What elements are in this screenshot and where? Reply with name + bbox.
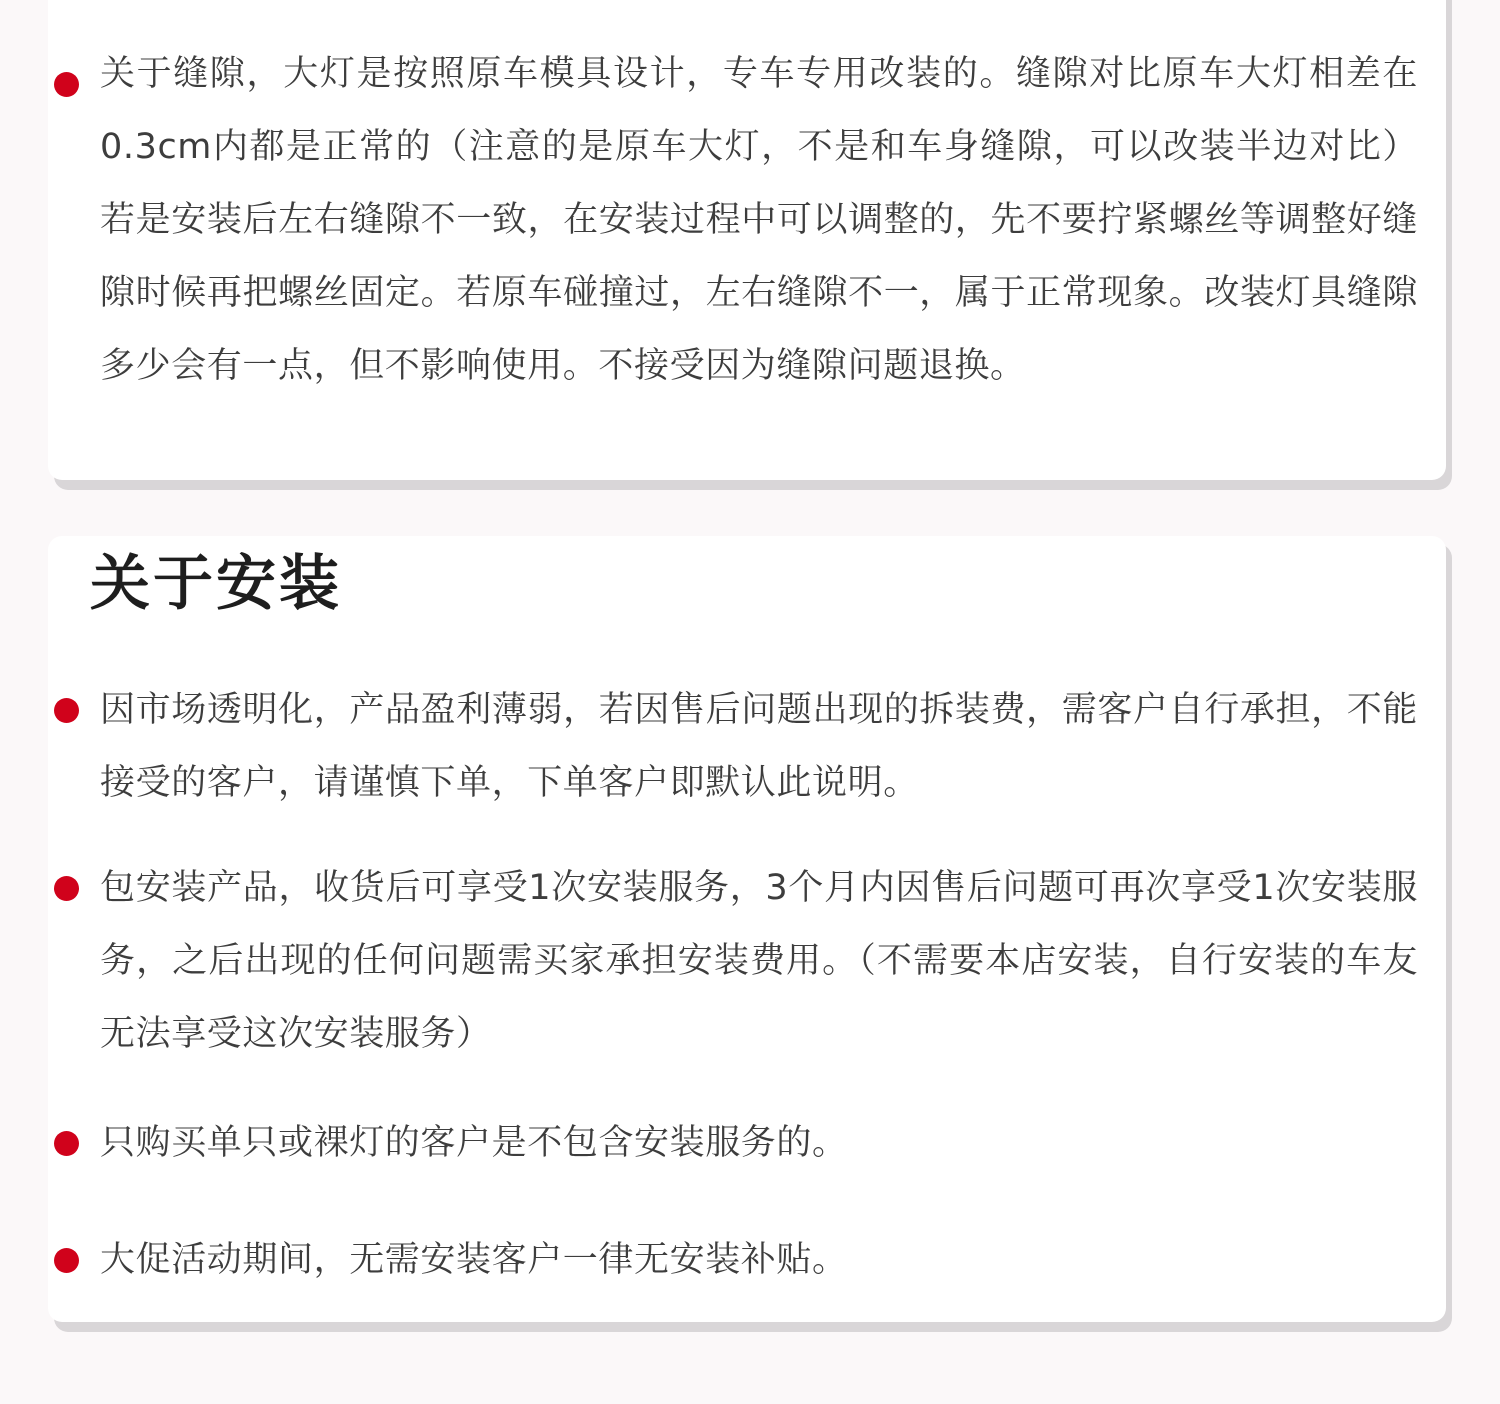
install-item-text: 因市场透明化，产品盈利薄弱，若因售后问题出现的拆装费，需客户自行承担，不能接受的客户，请谨慎下单，下单客户即默认此说明。 — [100, 690, 1418, 803]
bullet-dot-icon — [54, 1248, 79, 1273]
gap-notice-card — [48, 0, 1446, 480]
install-notice-card — [48, 536, 1446, 1322]
bullet-dot-icon — [54, 72, 79, 97]
bullet-dot-icon — [54, 1131, 79, 1156]
bullet-dot-icon — [54, 698, 79, 723]
section-title: 关于安装 — [90, 549, 342, 619]
install-item-text: 大促活动期间，无需安装客户一律无安装补贴。 — [100, 1240, 848, 1280]
bullet-dot-icon — [54, 876, 79, 901]
install-item-text: 只购买单只或裸灯的客户是不包含安装服务的。 — [100, 1123, 848, 1163]
gap-notice-text: 关于缝隙，大灯是按照原车模具设计，专车专用改装的。缝隙对比原车大灯相差在0.3cm内都是正常的（注意的是原车大灯，不是和车身缝隙，可以改装半边对比）若是安装后左右缝隙不一致，在安装过程中可以调整的，先不要拧紧螺丝等调整好缝隙时候再把螺丝固定。若原车碰撞过，左右缝隙不一，属于正常现象。改装灯具缝隙多少会有一点，但不影响使用。不接受因为缝隙问题退换。 — [100, 54, 1418, 386]
install-item-text: 包安装产品，收货后可享受1次安装服务，3个月内因售后问题可再次享受1次安装服务，之后出现的任何问题需买家承担安装费用。（不需要本店安装，自行安装的车友无法享受这次安装服务） — [100, 868, 1418, 1054]
